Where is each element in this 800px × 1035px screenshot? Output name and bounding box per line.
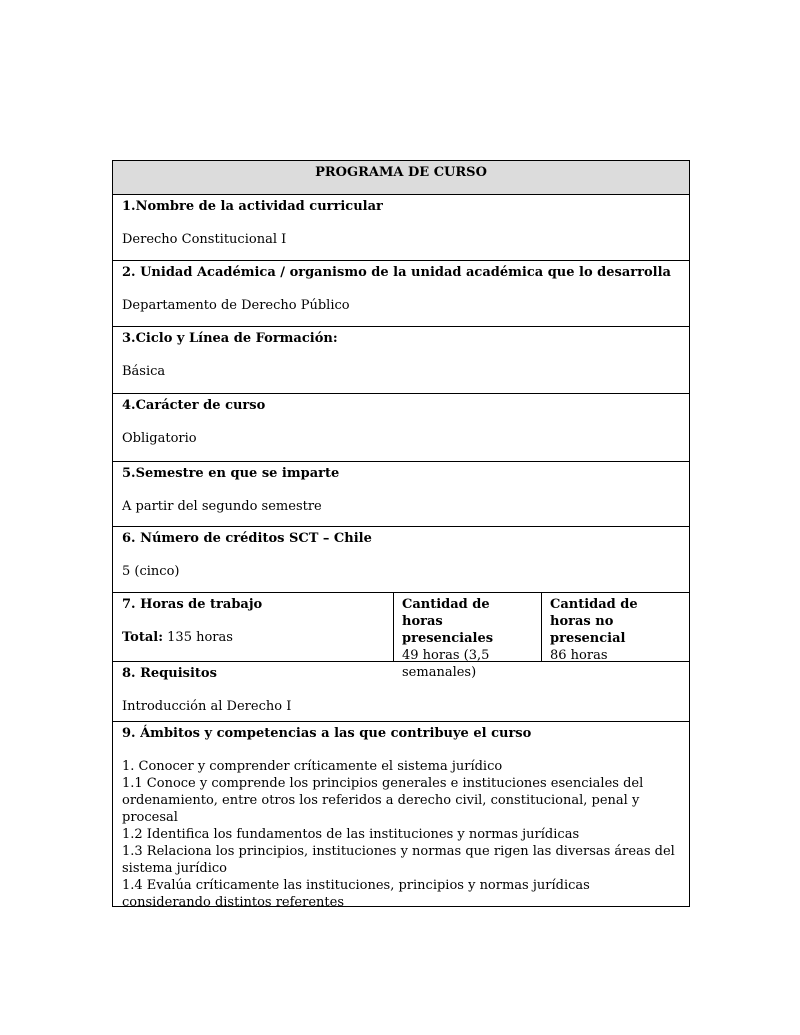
competency-list [122,758,680,911]
section-label: 6. Número de créditos SCT – Chile [122,531,372,546]
section-requirements [113,661,689,721]
hours-no-presencial-label: Cantidad de horas no presencial [550,597,638,646]
hours-presencial-value: 49 horas (3,5 semanales) [402,648,490,680]
section-label: 7. Horas de trabajo [122,597,263,612]
section-course-character [113,393,689,461]
hours-no-presencial-cell [541,593,689,661]
competency-item: 1. Conocer y comprender críticamente el sistema jurídico [122,759,503,774]
hours-presencial-label: Cantidad de horas presenciales [402,597,494,646]
section-label: 9. Ámbitos y competencias a las que contribuye el curso [122,726,532,741]
section-credits [113,526,689,592]
section-label: 8. Requisitos [122,666,217,681]
hours-total-cell [113,593,393,661]
section-value: Básica [122,364,166,379]
section-label: 1.Nombre de la actividad curricular [122,199,383,214]
section-competencies [113,721,689,910]
section-activity-name [113,194,689,260]
section-semester [113,461,689,526]
section-value: Derecho Constitucional I [122,232,287,247]
section-academic-unit [113,260,689,326]
competency-item: 1.4 Evalúa críticamente las instituciones, principios y normas jurídicas considerando distintos referentes [122,878,590,910]
hours-total-value: 135 horas [163,630,233,645]
section-value: Obligatorio [122,431,197,446]
section-cycle [113,326,689,393]
section-value: 5 (cinco) [122,564,180,579]
course-program-table [112,160,690,910]
hours-no-presencial-value: 86 horas [550,648,608,663]
section-label: 2. Unidad Académica / organismo de la unidad académica que lo desarrolla [122,265,671,280]
competency-item: 1.1 Conoce y comprende los principios generales e instituciones esenciales del ordenamiento, entre otros los referidos a derecho civil, constitucional, penal y procesal [122,776,644,825]
section-label: 3.Ciclo y Línea de Formación: [122,331,338,346]
hours-presencial-cell [393,593,541,680]
section-label: 4.Carácter de curso [122,398,266,413]
section-value: Departamento de Derecho Público [122,298,350,313]
section-value: A partir del segundo semestre [122,499,322,514]
hours-total [122,629,385,646]
hours-total-label: Total: [122,630,164,645]
competency-item: 1.3 Relaciona los principios, instituciones y normas que rigen las diversas áreas del sistema jurídico [122,844,675,876]
section-label: 5.Semestre en que se imparte [122,466,340,481]
table-title: PROGRAMA DE CURSO [113,161,689,194]
section-value: Introducción al Derecho I [122,699,292,714]
competency-item: 1.2 Identifica los fundamentos de las instituciones y normas jurídicas [122,827,580,842]
